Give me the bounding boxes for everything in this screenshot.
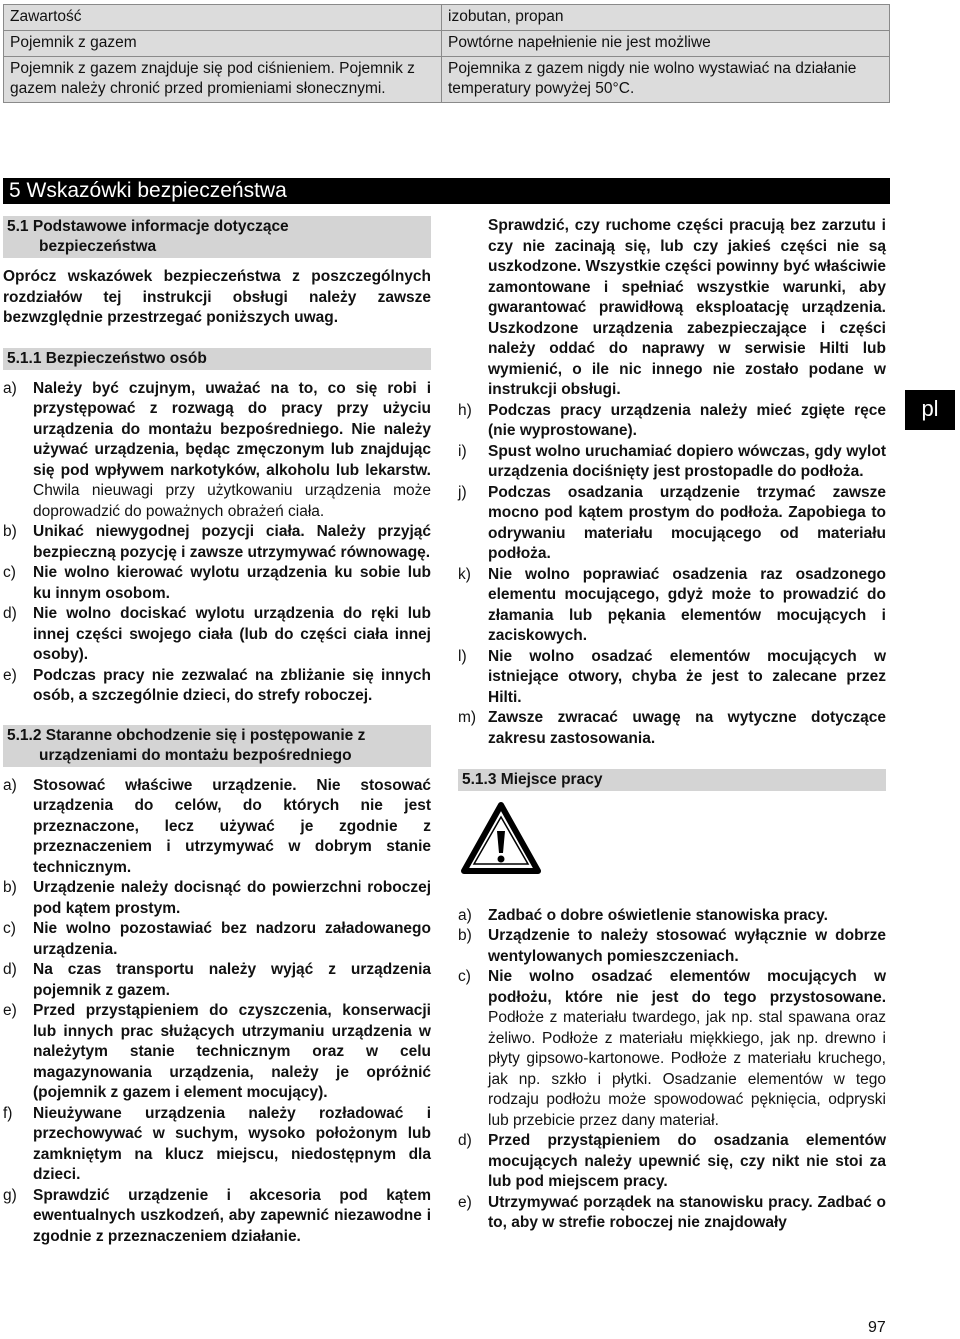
list-item [3,379,431,523]
item-text: Zadbać o dobre oświetlenie stanowiska pracy. [488,906,828,924]
item-text-normal: Podłoże z materiału twardego, jak np. stal spawana oraz żeliwo. Podłoże z materiału miękkiego, jak np. drewno i płyty gipsowo-kartonowe. Podłoże z materiału kruchego, jak np. szkło i płytki. Osadzanie elementów w tego rodzaju podłożu może spowodować pęknięcia, odpryski lub przebicie przez dany materiał. [488,1009,886,1129]
list-item [458,647,886,709]
list-item [458,926,886,967]
item-text: Nieużywane urządzenia należy rozładować i przechowywać w suchym, wysoko położonym lub zamkniętym na klucz miejscu, niedostępnym dla dzieci. [33,1104,431,1183]
item-text-normal: Chwila nieuwagi przy użytkowaniu urządzenia może doprowadzić do poważnych obrażeń ciała. [33,482,431,520]
list-item [458,967,886,1131]
item-label: c) [3,920,16,937]
item-text: Nie wolno osadzać elementów mocujących w istniejące otwory, chyba że jest to zalecane przez Hilti. [488,647,886,706]
intro-paragraph: Oprócz wskazówek bezpieczeństwa z poszczególnych rozdziałów tej instrukcji obsługi należy zawsze bezwzględnie przestrzegać poniższych uwag. [3,268,431,326]
item-text: Utrzymywać porządek na stanowisku pracy. Zadbać o to, aby w strefie roboczej nie znajdowały [488,1193,886,1231]
warning-icon [460,801,886,882]
list-item [3,1186,431,1248]
item-label: i) [458,442,467,460]
item-label: g) [3,1186,17,1204]
list-item-continued [458,216,886,401]
table-cell: izobutan, propan [442,5,890,31]
table-cell: Pojemnika z gazem nigdy nie wolno wystawiać na działanie temperatury powyżej 50°C. [442,57,890,103]
item-label: h) [458,401,472,419]
list-item [458,1193,886,1234]
list-item [3,1104,431,1186]
left-column [3,216,431,1247]
item-text-bold: Należy być czujnym, uważać na to, co się robi i przystępować z rozwagą do pracy przy użyciu urządzenia do montażu bezpośredniego. Nie należy używać urządzenia, będąc zmęczonym lub znajdując się pod wpływem narkotyków, alkoholu lub lekarstw. [33,379,431,479]
item-label: a) [458,906,472,924]
item-text: Unikać niewygodnej pozycji ciała. Należy przyjąć bezpieczną pozycję i zawsze utrzymywać równowagę. [33,523,431,561]
item-label: c) [3,564,16,581]
item-label: b) [3,879,17,896]
item-text: Nie wolno dociskać wylotu urządzenia do ręki lub innej części swojego ciała (lub do części ciała innej osoby). [33,605,431,663]
item-text: Urządzenie należy docisnąć do powierzchni roboczej pod kątem prostym. [33,879,431,917]
product-info-table [3,4,890,103]
item-label-spacer [458,216,488,401]
language-tab: pl [905,390,955,430]
subsection-heading-5-1-3: 5.1.3 Miejsce pracy [458,769,886,791]
item-label: l) [458,647,467,665]
item-label: b) [458,927,472,944]
item-label: a) [3,379,17,397]
item-text: Urządzenie to należy stosować wyłącznie w dobrze wentylowanych pomieszczeniach. [488,927,886,965]
item-label: k) [458,565,471,583]
item-text-bold: Nie wolno osadzać elementów mocujących w podłożu, które nie jest do tego przystosowane. [488,968,886,1006]
item-text: Spust wolno uruchamiać dopiero wówczas, gdy wylot urządzenia dociśnięty jest prostopadle do podłoża. [488,442,886,480]
list-item [3,563,431,604]
item-text: Stosować właściwe urządzenie. Nie stosować urządzenia do celów, do których nie jest przeznaczone, lecz używać je zgodnie z przeznaczeniem i utrzymywać w dobrym stanie technicznym. [33,776,431,876]
table-cell: Pojemnik z gazem znajduje się pod ciśnieniem. Pojemnik z gazem należy chronić przed promieniami słonecznymi. [4,57,442,103]
list-item [3,604,431,666]
item-text: Sprawdzić, czy ruchome części pracują bez zarzutu i czy nie zacinają się, lub czy jakieś części nie są uszkodzone. Wszystkie części powinny być właściwie zamontowane i spełniać wszystkie warunki, aby gwarantować prawidłową eksploatację urządzenia. Uszkodzone urządzenia zabezpieczające i części należy oddać do naprawy w serwisie Hilti lub wymienić, o ile nic innego nie zostało podane w instrukcji obsługi. [488,217,886,398]
table-row [4,31,890,57]
list-item [3,522,431,563]
list-item [3,960,431,1001]
subsection-heading-5-1-2 [3,725,431,767]
item-text: Podczas osadzania urządzenie trzymać zawsze mocno pod kątem prostym do podłoża. Zapobiega to odrywaniu materiału mocującego od materiału podłoża. [488,483,886,562]
item-text: Na czas transportu należy wyjąć z urządzenia pojemnik z gazem. [33,961,431,999]
item-label: c) [458,968,471,985]
list-item [458,1131,886,1193]
list-item [3,878,431,919]
item-label: d) [458,1132,472,1149]
item-text: Podczas pracy nie zezwalać na zbliżanie się innych osób, a szczególnie dzieci, do strefy roboczej. [33,666,431,704]
list-item [458,442,886,483]
list-item [3,1001,431,1104]
item-text: Nie wolno pozostawiać bez nadzoru załadowanego urządzenia. [33,920,431,958]
item-label: b) [3,523,17,540]
item-label: d) [3,961,17,978]
item-label: e) [458,1193,472,1211]
list-item [458,565,886,647]
item-label: e) [3,1002,17,1019]
heading-line: 5.1.2 Staranne obchodzenie się i postępowanie z [7,726,366,744]
list-item [3,919,431,960]
table-row [4,5,890,31]
item-text: Zawsze zwracać uwagę na wytyczne dotyczące zakresu zastosowania. [488,709,886,747]
item-label: j) [458,483,467,501]
subsection-heading-5-1 [3,216,431,258]
table-cell: Pojemnik z gazem [4,31,442,57]
page-number: 97 [868,1319,886,1336]
right-column [458,216,886,1234]
item-text: Przed przystąpieniem do osadzania elementów mocujących należy upewnić się, czy nikt nie stoi za lub pod miejscem pracy. [488,1132,886,1190]
list-item [458,483,886,565]
list-item [3,666,431,707]
item-label: d) [3,605,17,622]
table-cell: Zawartość [4,5,442,31]
item-text: Sprawdzić urządzenie i akcesoria pod kątem ewentualnych uszkodzeń, aby zapewnić niezawodne i zgodnie z przeznaczeniem działanie. [33,1186,431,1245]
heading-line: bezpieczeństwa [39,238,157,255]
item-text [488,967,886,1131]
item-label: e) [3,666,17,684]
item-text [33,379,431,523]
item-label: a) [3,776,17,794]
section-title: 5 Wskazówki bezpieczeństwa [3,178,890,204]
item-text: Nie wolno poprawiać osadzenia raz osadzonego elementu mocującego, gdyż może to prowadzić do złamania lub pękania elementów mocujących i zaciskowych. [488,565,886,644]
table-cell: Powtórne napełnienie nie jest możliwe [442,31,890,57]
subsection-heading-5-1-1: 5.1.1 Bezpieczeństwo osób [3,348,431,370]
list-item [458,906,886,927]
item-text: Przed przystąpieniem do czyszczenia, konserwacji lub innych prac służących utrzymaniu urządzenia w należytym stanie technicznym oraz w celu magazynowania urządzenia, należy je opróżnić (pojemnik z gazem i element mocujący). [33,1002,431,1101]
heading-line: urządzeniami do montażu bezpośredniego [39,746,352,764]
table-row [4,57,890,103]
list-item [458,401,886,442]
list-item [3,776,431,879]
item-label: m) [458,709,477,726]
item-label: f) [3,1104,13,1122]
item-text: Podczas pracy urządzenia należy mieć zgięte ręce (nie wyprostowane). [488,401,886,439]
heading-line: 5.1 Podstawowe informacje dotyczące [7,218,289,235]
list-item [458,708,886,749]
item-text: Nie wolno kierować wylotu urządzenia ku sobie lub ku innym osobom. [33,564,431,602]
